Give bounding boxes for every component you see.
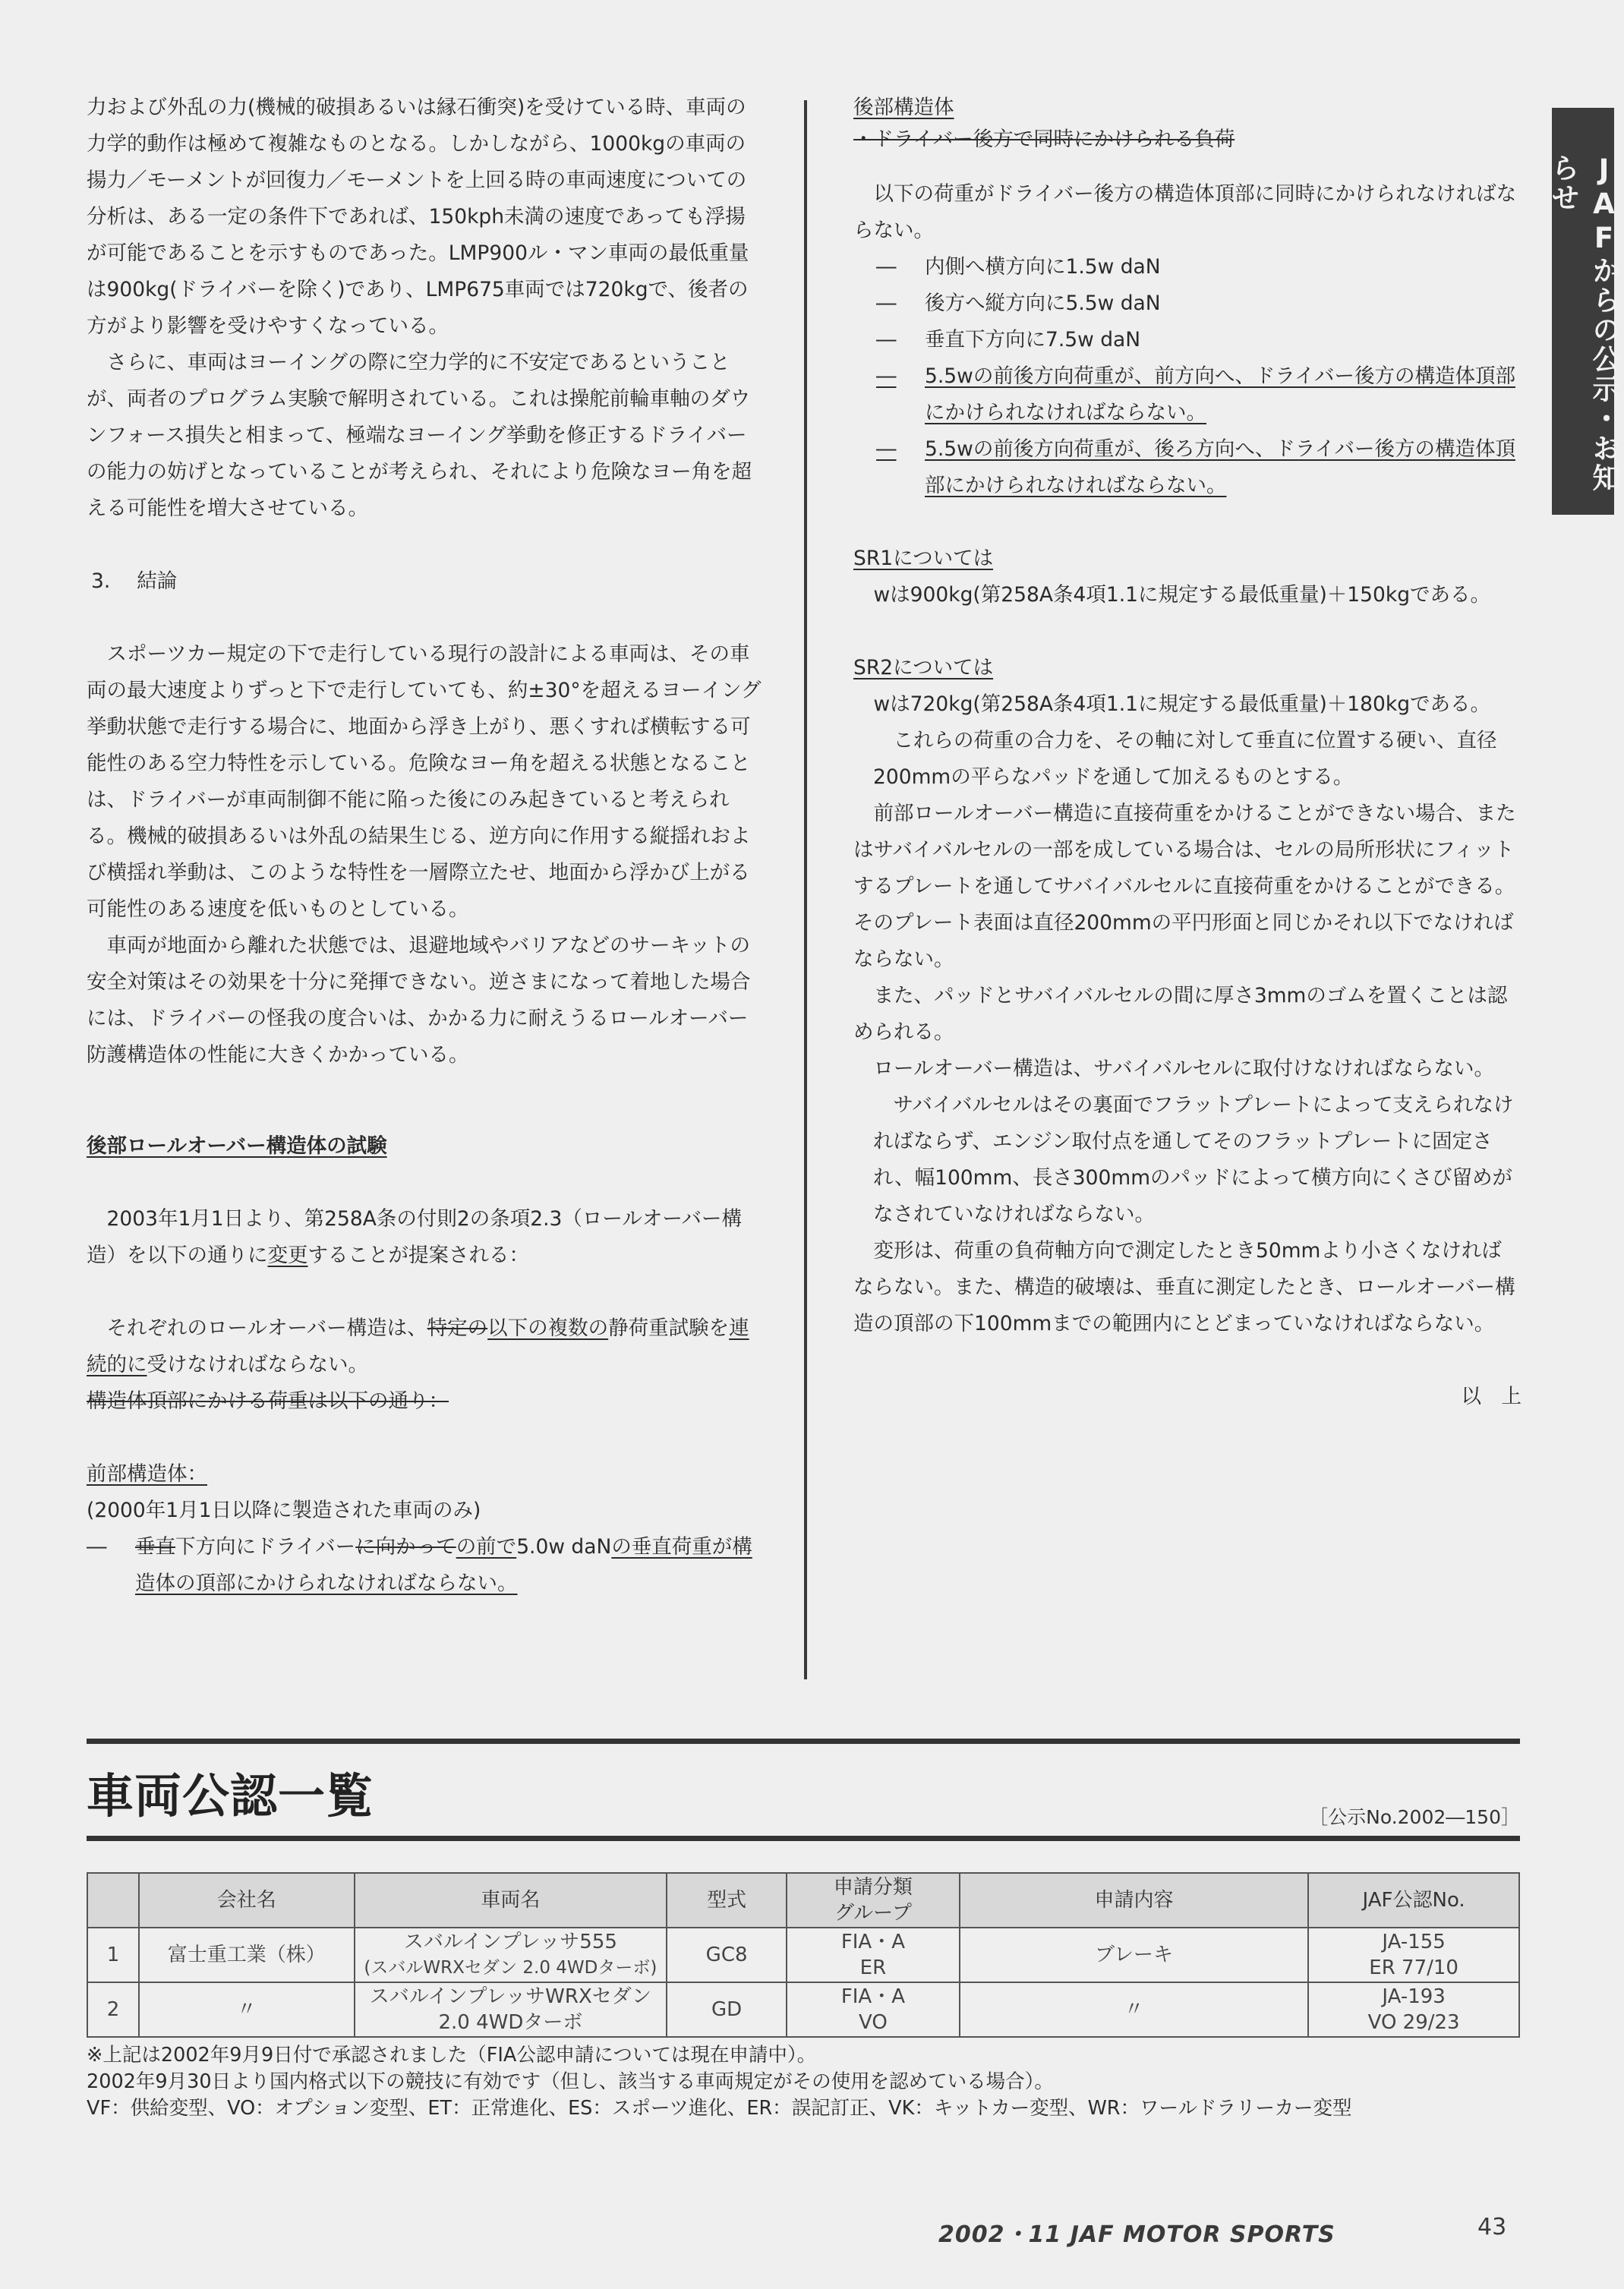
paragraph: wは900kg(第258A条4項1.1に規定する最低重量)＋150kgである。 [873, 583, 1491, 607]
column-header [87, 1873, 139, 1928]
jaf-number-cell: JA-193 VO 29/23 [1308, 1982, 1519, 2037]
page-number: 43 [1477, 2214, 1507, 2240]
paragraph: 前部ロールオーバー構造に直接荷重をかけることができない場合、またはサバイバルセルの一部を成している場合は、セルの局所形状にフィットするプレートを通してサバイバルセルに直接荷重をかけることができる。そのプレート表面は直径200mmの平円形面と同じかそれ以下でなければならない。 [853, 802, 1516, 971]
notice-number: ［公示No.2002―150］ [1309, 1806, 1520, 1828]
subheading: 前部構造体： [87, 1462, 207, 1486]
paragraph: スポーツカー規定の下で走行している現行の設計による車両は、その車両の最大速度よりずっと下で走行していても、約±30°を超えるヨーイング挙動状態で走行する場合に、地面から浮き上がり、悪くすれば横転する可能性のある空力特性を示している。危険なヨー角を超える状態となることは、ドライバーが車両制御不能に陥った後にのみ起きていると考えられる。機械的破損あるいは外乱の結果生じる、逆方向に作用する縦揺れおよび横揺れ挙動は、このような特性を一層際立たせ、地面から浮かび上がる可能性のある速度を低いものとしている。 [87, 642, 762, 921]
content-cell: 〃 [960, 1982, 1308, 2037]
car-name-cell: スバルインプレッサWRXセダン 2.0 4WDターボ [355, 1982, 667, 2037]
list-item: ― 垂直下方向にドライバーに向かっての前で5.0w daNの垂直荷重が構造体の頂部にかけられなければならない。 [87, 1535, 752, 1595]
list-item: ― 垂直下方向に7.5w daN [876, 328, 1141, 352]
footnote: 2002年9月30日より国内格式以下の競技に有効です（但し、該当する車両規定がその使用を認めている場合）。 [87, 2070, 1054, 2093]
model-cell: GD [667, 1982, 787, 2037]
paragraph: 以下の荷重がドライバー後方の構造体頂部に同時にかけられなければならない。 [853, 182, 1517, 242]
section-tab: JAFからの公示・お知らせ [1552, 108, 1614, 515]
table-row [87, 1982, 1519, 2037]
struck-text: 構造体頂部にかける荷重は以下の通り： [87, 1389, 449, 1413]
group-cell: FIA・A ER [787, 1928, 960, 1982]
list-item: ― 後方へ縦方向に5.5w daN [876, 292, 1161, 315]
magazine-footer: 2002・11 JAF MOTOR SPORTS [938, 2221, 1335, 2248]
paragraph: また、パッドとサバイバルセルの間に厚さ3mmのゴムを置くことは認められる。 [853, 984, 1508, 1044]
paragraph: さらに、車両はヨーイングの際に空力学的に不安定であるということが、両者のプログラム実験で解明されている。これは操舵前輪車軸のダウンフォース損失と相まって、極端なヨーイング挙動を修正するドライバーの能力の妨げとなっていることが考えられ、それにより危険なヨー角を超える可能性を増大させている。 [87, 351, 752, 520]
column-header: 型式 [667, 1873, 787, 1928]
paragraph: それぞれのロールオーバー構造は、特定の以下の複数の静荷重試験を連続的に受けなければならない。 [87, 1316, 749, 1376]
right-column [853, 90, 1522, 1415]
row-number: 2 [87, 1982, 139, 2037]
paragraph: 力および外乱の力(機械的破損あるいは縁石衝突)を受けている時、車両の力学的動作は極めて複雑なものとなる。しかしながら、1000kgの車両の揚力／モーメントが回復力／モーメントを上回る時の車両速度についての分析は、ある一定の条件下であれば、150kph未満の速度であっても浮揚が可能であることを示すものであった。LMP900ル・マン車両の最低重量は900kg(ドライバーを除く)であり、LMP675車両では720kgで、後者の方がより影響を受けやすくなっている。 [87, 96, 749, 338]
content-cell: ブレーキ [960, 1928, 1308, 1982]
subheading: SR1については [853, 547, 994, 570]
section-title: 車両公認一覧 [87, 1768, 374, 1824]
column-header: 車両名 [355, 1873, 667, 1928]
list-item: ― 5.5wの前後方向荷重が、後ろ方向へ、ドライバー後方の構造体頂部にかけられなければならない。 [876, 437, 1515, 497]
section-bottom-rule [87, 1836, 1520, 1841]
row-number: 1 [87, 1928, 139, 1982]
table-row [87, 1928, 1519, 1982]
column-header: 会社名 [139, 1873, 355, 1928]
list-item: ― 内側へ横方向に1.5w daN [876, 255, 1161, 279]
left-column [87, 90, 762, 1602]
jaf-number-cell: JA-155 ER 77/10 [1308, 1928, 1519, 1982]
struck-text: ・ドライバー後方で同時にかけられる負荷 [853, 128, 1235, 151]
section-heading: 3. 結論 [91, 569, 178, 593]
column-header: 申請分類 グループ [787, 1873, 960, 1928]
homologation-table [87, 1872, 1520, 2038]
group-cell: FIA・A VO [787, 1982, 960, 2037]
footnote: ※上記は2002年9月9日付で承認されました（FIA公認申請については現在申請中）。 [87, 2044, 817, 2067]
company-cell: 富士重工業（株） [139, 1928, 355, 1982]
car-name-cell: スバルインプレッサ555 (スバルWRXセダン 2.0 4WDターボ) [355, 1928, 667, 1982]
subheading: 後部構造体 [853, 96, 954, 119]
paragraph: サバイバルセルはその裏面でフラットプレートによって支えられなければならず、エンジン取付点を通してそのフラットプレートに固定され、幅100mm、長さ300mmのパッドによって横方向にくさび留めがなされていなければならない。 [873, 1093, 1514, 1226]
column-header: JAF公認No. [1308, 1873, 1519, 1928]
footnotes [87, 2042, 1352, 2122]
list-item: ― 5.5wの前後方向荷重が、前方向へ、ドライバー後方の構造体頂部にかけられなければならない。 [876, 364, 1515, 424]
section-top-rule [87, 1739, 1520, 1744]
column-header: 申請内容 [960, 1873, 1308, 1928]
paragraph: wは720kg(第258A条4項1.1に規定する最低重量)＋180kgである。 [873, 692, 1491, 716]
subheading: SR2については [853, 656, 994, 679]
company-cell: 〃 [139, 1982, 355, 2037]
paragraph: ロールオーバー構造は、サバイバルセルに取付けなければならない。 [873, 1057, 1495, 1080]
closing-text: 以 上 [1461, 1385, 1522, 1408]
paragraph: これらの荷重の合力を、その軸に対して垂直に位置する硬い、直径200mmの平らなパッドを通して加えるものとする。 [873, 729, 1497, 789]
model-cell: GC8 [667, 1928, 787, 1982]
paragraph: 2003年1月1日より、第258A条の付則2の条項2.3（ロールオーバー構造）を以下の通りに変更することが提案される： [87, 1207, 743, 1267]
column-divider [804, 100, 807, 1679]
footnote: VF：供給変型、VO：オプション変型、ET：正常進化、ES：スポーツ進化、ER：誤記訂正、VK：キットカー変型、WR：ワールドラリーカー変型 [87, 2097, 1352, 2120]
paragraph: 車両が地面から離れた状態では、退避地域やバリアなどのサーキットの安全対策はその効果を十分に発揮できない。逆さまになって着地した場合には、ドライバーの怪我の度合いは、かかる力に耐えうるロールオーバー防護構造体の性能に大きくかかっている。 [87, 934, 751, 1067]
subheading: 後部ロールオーバー構造体の試験 [87, 1134, 387, 1158]
paragraph: 変形は、荷重の負荷軸方向で測定したとき50mmより小さくなければならない。また、構造的破壊は、垂直に測定したとき、ロールオーバー構造の頂部の下100mmまでの範囲内にとどまっていなければならない。 [853, 1239, 1515, 1335]
paragraph: (2000年1月1日以降に製造された車両のみ) [87, 1499, 481, 1522]
table-header-row [87, 1873, 1519, 1928]
